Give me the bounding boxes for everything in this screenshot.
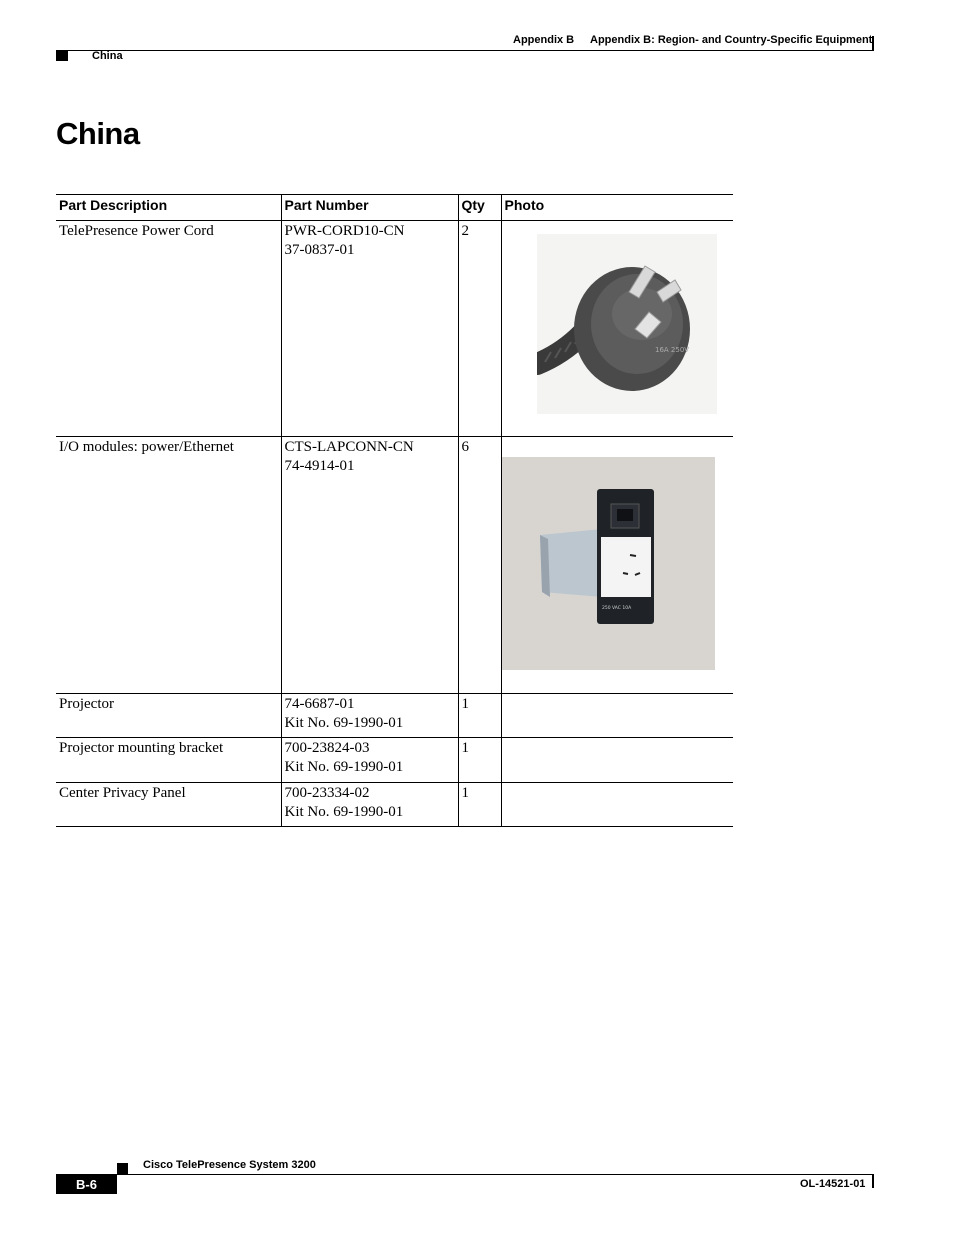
part-number-secondary: 37-0837-01 bbox=[284, 242, 355, 258]
part-number bbox=[281, 437, 458, 694]
page-number: B-6 bbox=[56, 1175, 117, 1194]
part-number bbox=[281, 783, 458, 827]
part-description: Center Privacy Panel bbox=[56, 783, 281, 827]
part-number-primary: 700-23334-02 bbox=[284, 785, 370, 801]
header-appendix-title: Appendix B: Region- and Country-Specific Equipment bbox=[590, 34, 873, 46]
part-photo-cell bbox=[501, 221, 733, 437]
footer-doc-number: OL-14521-01 bbox=[800, 1178, 866, 1190]
header-marker bbox=[56, 51, 68, 61]
part-description: TelePresence Power Cord bbox=[56, 221, 281, 437]
part-number bbox=[281, 221, 458, 437]
part-photo-cell bbox=[501, 437, 733, 694]
part-qty: 1 bbox=[458, 738, 501, 783]
column-header-part-number: Part Number bbox=[281, 195, 458, 221]
part-photo-cell bbox=[501, 738, 733, 783]
table-row bbox=[56, 694, 733, 738]
part-number-primary: PWR-CORD10-CN bbox=[284, 223, 405, 239]
svg-text:16A 250V: 16A 250V bbox=[654, 346, 689, 354]
table-row bbox=[56, 783, 733, 827]
svg-text:250 VAC 10A: 250 VAC 10A bbox=[601, 606, 631, 611]
parts-table bbox=[56, 194, 733, 827]
part-qty: 1 bbox=[458, 694, 501, 738]
part-photo-cell bbox=[501, 694, 733, 738]
part-description: Projector mounting bracket bbox=[56, 738, 281, 783]
part-number-secondary: 74-4914-01 bbox=[284, 458, 355, 474]
footer-marker bbox=[117, 1163, 128, 1174]
part-number-primary: CTS-LAPCONN-CN bbox=[284, 439, 414, 455]
footer-divider bbox=[872, 1175, 874, 1188]
table-row bbox=[56, 738, 733, 783]
part-qty: 6 bbox=[458, 437, 501, 694]
part-photo-cell bbox=[501, 783, 733, 827]
part-description: I/O modules: power/Ethernet bbox=[56, 437, 281, 694]
part-number bbox=[281, 694, 458, 738]
column-header-qty: Qty bbox=[458, 195, 501, 221]
part-number-secondary: Kit No. 69-1990-01 bbox=[284, 715, 404, 731]
header-appendix-label: Appendix B bbox=[513, 34, 575, 46]
footer-rule bbox=[56, 1174, 874, 1175]
part-description: Projector bbox=[56, 694, 281, 738]
part-number-secondary: Kit No. 69-1990-01 bbox=[284, 759, 404, 775]
footer-doc-title: Cisco TelePresence System 3200 bbox=[143, 1159, 316, 1171]
part-qty: 2 bbox=[458, 221, 501, 437]
table-row bbox=[56, 437, 733, 694]
part-number-primary: 700-23824-03 bbox=[284, 740, 370, 756]
part-qty: 1 bbox=[458, 783, 501, 827]
part-number bbox=[281, 738, 458, 783]
column-header-photo: Photo bbox=[501, 195, 733, 221]
part-number-primary: 74-6687-01 bbox=[284, 696, 355, 712]
table-row bbox=[56, 221, 733, 437]
page-title: China bbox=[56, 116, 140, 151]
column-header-description: Part Description bbox=[56, 195, 281, 221]
io-module-photo bbox=[502, 457, 715, 670]
header-rule bbox=[56, 50, 874, 51]
power-cord-plug-photo bbox=[537, 234, 717, 414]
table-header-row bbox=[56, 195, 733, 221]
part-number-secondary: Kit No. 69-1990-01 bbox=[284, 804, 404, 820]
header-divider bbox=[872, 36, 874, 50]
header-section: China bbox=[92, 50, 123, 62]
